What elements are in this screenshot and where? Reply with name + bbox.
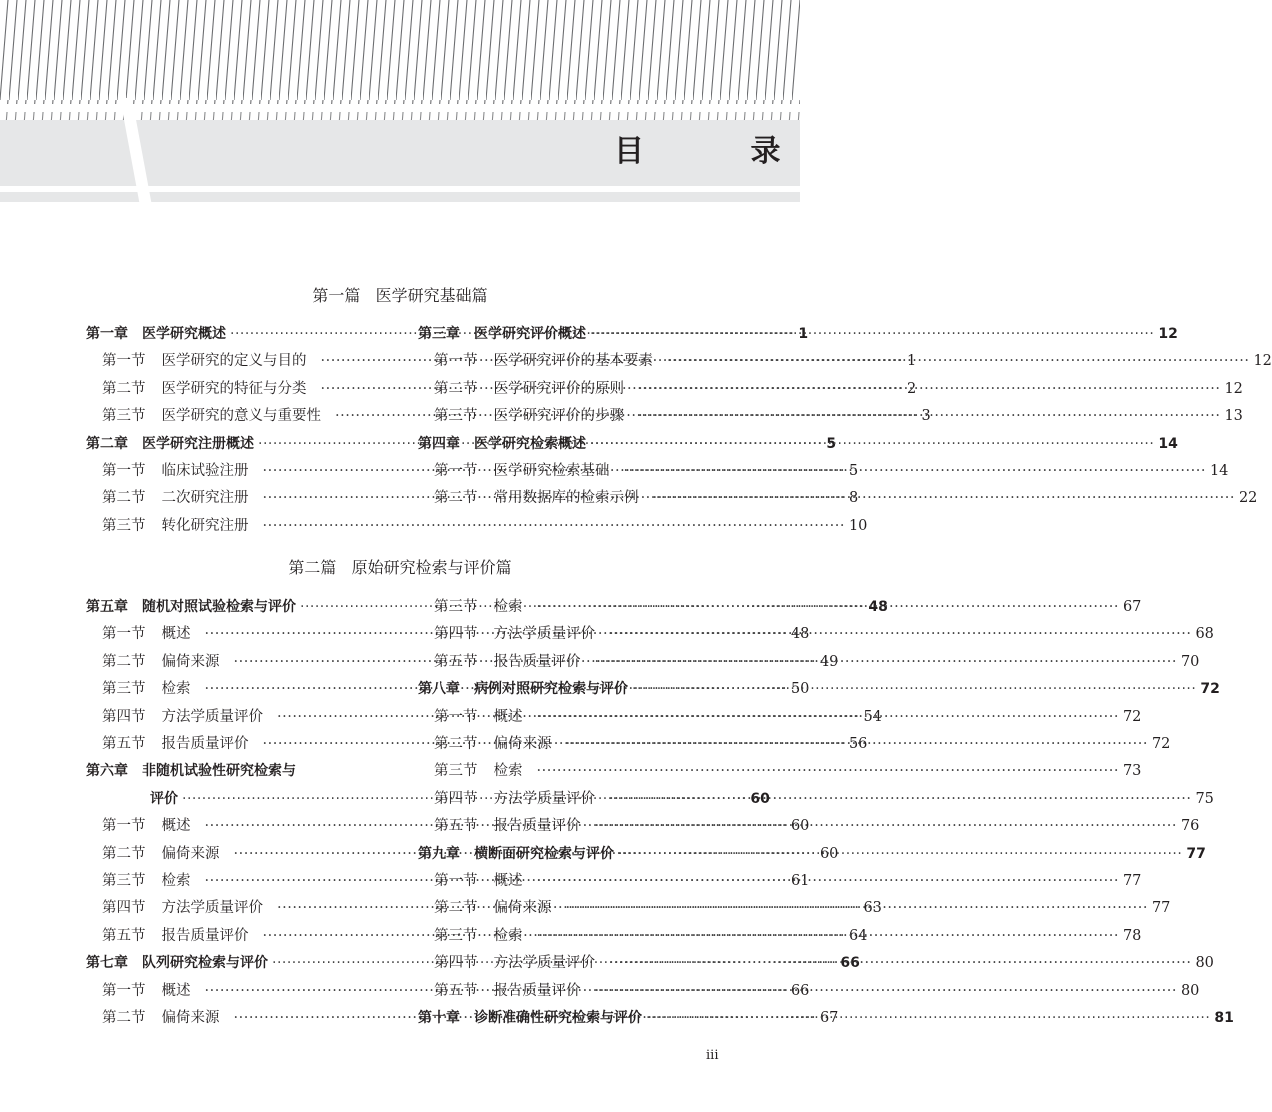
toc-entry-title: 方法学质量评价 (493, 955, 595, 972)
part-2-title: 第二篇 原始研究检索与评价篇 (288, 558, 512, 577)
toc-page-number: 5 (848, 463, 859, 479)
toc-entry-label: 第三节 (434, 408, 478, 425)
toc-entry-title: 概述 (493, 873, 523, 889)
toc-entry-label: 第一节 (102, 982, 146, 999)
toc-page-number: 49 (819, 653, 839, 670)
toc-entry-title: 队列研究检索与评价 (142, 955, 268, 972)
toc-leader-dots (667, 351, 1249, 371)
toc-page-number: 67 (1122, 599, 1142, 615)
toc-entry-title: 概述 (161, 818, 191, 835)
toc-entry-title: 偏倚来源 (493, 900, 552, 917)
toc-entry-label: 第三节 (102, 681, 146, 698)
toc-entry-title: 检索 (161, 681, 191, 698)
toc-entry-label: 第八章 (418, 681, 460, 698)
toc-entry-label: 第一节 (102, 353, 146, 370)
toc-entry-title: 方法学质量评价 (161, 708, 263, 725)
toc-page-number: 63 (863, 900, 882, 917)
toc-entry-title: 二次研究注册 (161, 490, 249, 507)
toc-entry-label: 第三节 (102, 873, 146, 889)
toc-entry-title: 医学研究评价概述 (474, 326, 586, 342)
toc-page-number: 75 (1195, 790, 1214, 807)
toc-chapter-entry[interactable] (86, 761, 392, 781)
toc-page-number: 73 (1122, 763, 1142, 780)
toc-entry-label: 第三节 (434, 599, 478, 615)
toc-leader-dots (609, 953, 1191, 973)
toc-entry-label: 第三节 (102, 517, 146, 534)
toc-page-number: 10 (848, 517, 868, 534)
toc-page-number: 60 (750, 790, 770, 807)
toc-leader-dots (609, 624, 1191, 644)
page-title: 目 录 (614, 134, 829, 169)
toc-entry-title: 转化研究注册 (161, 517, 249, 534)
toc-entry-label: 第四节 (434, 626, 478, 643)
toc-leader-dots (595, 652, 1177, 672)
toc-entry-label: 第二节 (102, 1010, 146, 1026)
toc-page-number: 72 (1151, 736, 1171, 752)
part-1-title: 第一篇 医学研究基础篇 (312, 286, 488, 305)
toc-entry-title: 偏倚来源 (161, 845, 220, 862)
toc-page-number: 66 (840, 955, 860, 972)
toc-entry-label: 第九章 (418, 845, 460, 862)
toc-page-number: 56 (848, 736, 868, 752)
toc-page-number: 64 (848, 927, 868, 944)
toc-entry-title: 方法学质量评价 (493, 790, 595, 807)
toc-entry-title: 临床试验注册 (161, 463, 249, 479)
toc-entry-label: 第四章 (418, 435, 460, 452)
toc-page-number: 1 (906, 353, 917, 370)
toc-entry-label: 第七章 (86, 955, 128, 972)
toc-page-number: 70 (1180, 653, 1200, 670)
toc-section-entry[interactable] (434, 406, 1243, 426)
toc-entry-title: 报告质量评价 (493, 982, 581, 999)
toc-page-number: 66 (790, 982, 810, 999)
toc-entry-label: 第二节 (102, 845, 146, 862)
toc-page-number: 81 (1214, 1010, 1234, 1026)
toc-leader-dots (566, 898, 1148, 918)
toc-chapter-entry[interactable] (418, 324, 1178, 344)
toc-entry-title: 报告质量评价 (161, 927, 249, 944)
toc-page-number: 12 (1224, 380, 1243, 397)
toc-entry-label: 第一章 (86, 326, 128, 342)
toc-entry-title: 概述 (161, 626, 191, 643)
toc-page-number: 12 (1158, 326, 1178, 342)
toc-entry-label: 第三节 (434, 927, 478, 944)
toc-entry-title: 医学研究的意义与重要性 (161, 408, 321, 425)
toc-leader-dots (646, 1008, 1210, 1028)
toc-entry-label: 第二节 (102, 490, 146, 507)
toc-leader-dots (537, 761, 1119, 781)
toc-entry-label: 第一节 (434, 353, 478, 370)
toc-entry-label: 第三章 (418, 326, 460, 342)
toc-entry-title: 偏倚来源 (161, 653, 220, 670)
toc-entry-title: 评价 (150, 790, 178, 807)
toc-entry-label: 第五节 (102, 736, 146, 752)
toc-entry-title: 医学研究评价的原则 (493, 380, 624, 397)
toc-entry-label: 第一节 (102, 818, 146, 835)
toc-entry-label: 第一节 (102, 626, 146, 643)
toc-entry-title: 概述 (493, 708, 523, 725)
toc-entry-title: 医学研究评价的步骤 (493, 408, 624, 425)
toc-section-entry[interactable] (434, 379, 1243, 399)
toc-entry-title: 报告质量评价 (493, 653, 581, 670)
toc-leader-dots (638, 379, 1220, 399)
toc-page-number: 60 (819, 845, 839, 862)
toc-entry-title: 检索 (161, 873, 191, 889)
toc-leader-dots (638, 406, 1220, 426)
toc-section-entry[interactable] (434, 761, 1142, 781)
page-number: iii (706, 1048, 719, 1063)
toc-page-number: 80 (1195, 955, 1214, 972)
toc-leader-dots (590, 434, 1154, 454)
toc-entry-title: 概述 (161, 982, 191, 999)
toc-page-number: 5 (826, 435, 837, 452)
toc-leader-dots (263, 516, 845, 536)
toc-page-number: 68 (1195, 626, 1214, 643)
toc-section-entry[interactable] (434, 461, 1229, 481)
toc-page-number: 76 (1180, 818, 1200, 835)
toc-section-entry[interactable] (102, 516, 868, 536)
toc-page-number: 2 (906, 380, 917, 397)
toc-entry-title: 医学研究概述 (142, 326, 226, 342)
toc-entry-title: 方法学质量评价 (161, 900, 263, 917)
toc-page-number: 8 (848, 490, 859, 507)
toc-entry-title: 随机对照试验检索与评价 (142, 599, 296, 615)
toc-page-number: 12 (1253, 353, 1272, 370)
toc-entry-label: 第二节 (434, 380, 478, 397)
toc-page-number: 77 (1151, 900, 1171, 917)
toc-page-number: 80 (1180, 982, 1200, 999)
toc-entry-label: 第四节 (434, 790, 478, 807)
header-stripes (0, 0, 800, 206)
toc-entry-label: 第二章 (86, 435, 128, 452)
toc-entry-title: 检索 (493, 927, 523, 944)
toc-leader-dots (590, 324, 1154, 344)
toc-page-number: 54 (863, 708, 882, 725)
toc-page-number: 67 (819, 1010, 839, 1026)
toc-entry-label: 第二节 (434, 490, 478, 507)
toc-entry-title: 横断面研究检索与评价 (474, 845, 614, 862)
toc-page-number: 60 (790, 818, 810, 835)
toc-chapter-entry[interactable] (418, 434, 1178, 454)
toc-entry-title: 医学研究的定义与目的 (161, 353, 307, 370)
toc-entry-title: 医学研究的特征与分类 (161, 380, 307, 397)
toc-leader-dots (595, 981, 1177, 1001)
toc-entry-title: 非随机试验性研究检索与 (142, 763, 296, 780)
toc-leader-dots (624, 461, 1206, 481)
toc-leader-dots (566, 734, 1148, 754)
toc-leader-dots (537, 926, 1119, 946)
toc-entry-title: 偏倚来源 (493, 736, 552, 752)
toc-entry-title: 常用数据库的检索示例 (493, 490, 639, 507)
toc-entry-label: 第五章 (86, 599, 128, 615)
toc-leader-dots (537, 871, 1119, 891)
toc-page-number: 77 (1186, 845, 1206, 862)
toc-leader-dots (653, 488, 1235, 508)
toc-entry-title: 医学研究检索概述 (474, 435, 586, 452)
toc-entry-label: 第五节 (102, 927, 146, 944)
toc-entry-label: 第五节 (434, 653, 478, 670)
toc-entry-label: 第一节 (434, 463, 478, 479)
toc-section-entry[interactable] (434, 351, 1272, 371)
toc-entry-title: 医学研究检索基础 (493, 463, 610, 479)
toc-page-number: 77 (1122, 873, 1142, 889)
toc-entry-label: 第十章 (418, 1010, 460, 1026)
toc-leader-dots (537, 707, 1119, 727)
toc-entry-label: 第三节 (102, 408, 146, 425)
toc-entry-label: 第二节 (102, 653, 146, 670)
toc-page-number: 78 (1122, 927, 1142, 944)
toc-page-number: 1 (798, 326, 809, 342)
header-banner (0, 0, 829, 206)
toc-entry-label: 第五节 (434, 818, 478, 835)
toc-leader-dots (595, 816, 1177, 836)
toc-entry-title: 检索 (493, 763, 523, 780)
toc-entry-label: 第一节 (102, 463, 146, 479)
toc-entry-title: 检索 (493, 599, 523, 615)
toc-entry-label: 第六章 (86, 763, 128, 780)
toc-page-number: 13 (1224, 408, 1243, 425)
toc-entry-label: 第三节 (434, 763, 478, 780)
toc-entry-title: 报告质量评价 (161, 736, 249, 752)
toc-entry-title: 偏倚来源 (161, 1010, 220, 1026)
toc-leader-dots (537, 597, 1119, 617)
toc-leader-dots (632, 679, 1196, 699)
toc-page-number: 72 (1122, 708, 1142, 725)
toc-page-number: 48 (868, 599, 888, 615)
toc-page-number: 72 (1200, 681, 1220, 698)
toc-entry-label: 第二节 (102, 380, 146, 397)
toc-leader-dots (618, 844, 1182, 864)
toc-section-entry[interactable] (434, 488, 1258, 508)
toc-entry-label: 第二节 (434, 900, 478, 917)
toc-page-number: 3 (921, 408, 931, 425)
toc-entry-label: 第五节 (434, 982, 478, 999)
toc-entry-label: 第四节 (102, 708, 146, 725)
toc-page-number: 48 (790, 626, 810, 643)
toc-entry-label: 第二节 (434, 736, 478, 752)
toc-page-number: 14 (1158, 435, 1178, 452)
toc-entry-label: 第一节 (434, 873, 478, 889)
toc-leader-dots (609, 789, 1191, 809)
toc-entry-title: 医学研究评价的基本要素 (493, 353, 653, 370)
toc-page-number: 22 (1238, 490, 1258, 507)
toc-entry-title: 方法学质量评价 (493, 626, 595, 643)
toc-entry-label: 第一节 (434, 708, 478, 725)
toc-entry-label: 第四节 (434, 955, 478, 972)
toc-page-number: 50 (790, 681, 810, 698)
toc-entry-title: 诊断准确性研究检索与评价 (474, 1010, 642, 1026)
toc-page-number: 14 (1209, 463, 1229, 479)
toc-entry-title: 医学研究注册概述 (142, 435, 254, 452)
toc-entry-title: 病例对照研究检索与评价 (474, 681, 628, 698)
toc-entry-label: 第四节 (102, 900, 146, 917)
toc-page-number: 61 (790, 873, 810, 889)
toc-entry-title: 报告质量评价 (493, 818, 581, 835)
